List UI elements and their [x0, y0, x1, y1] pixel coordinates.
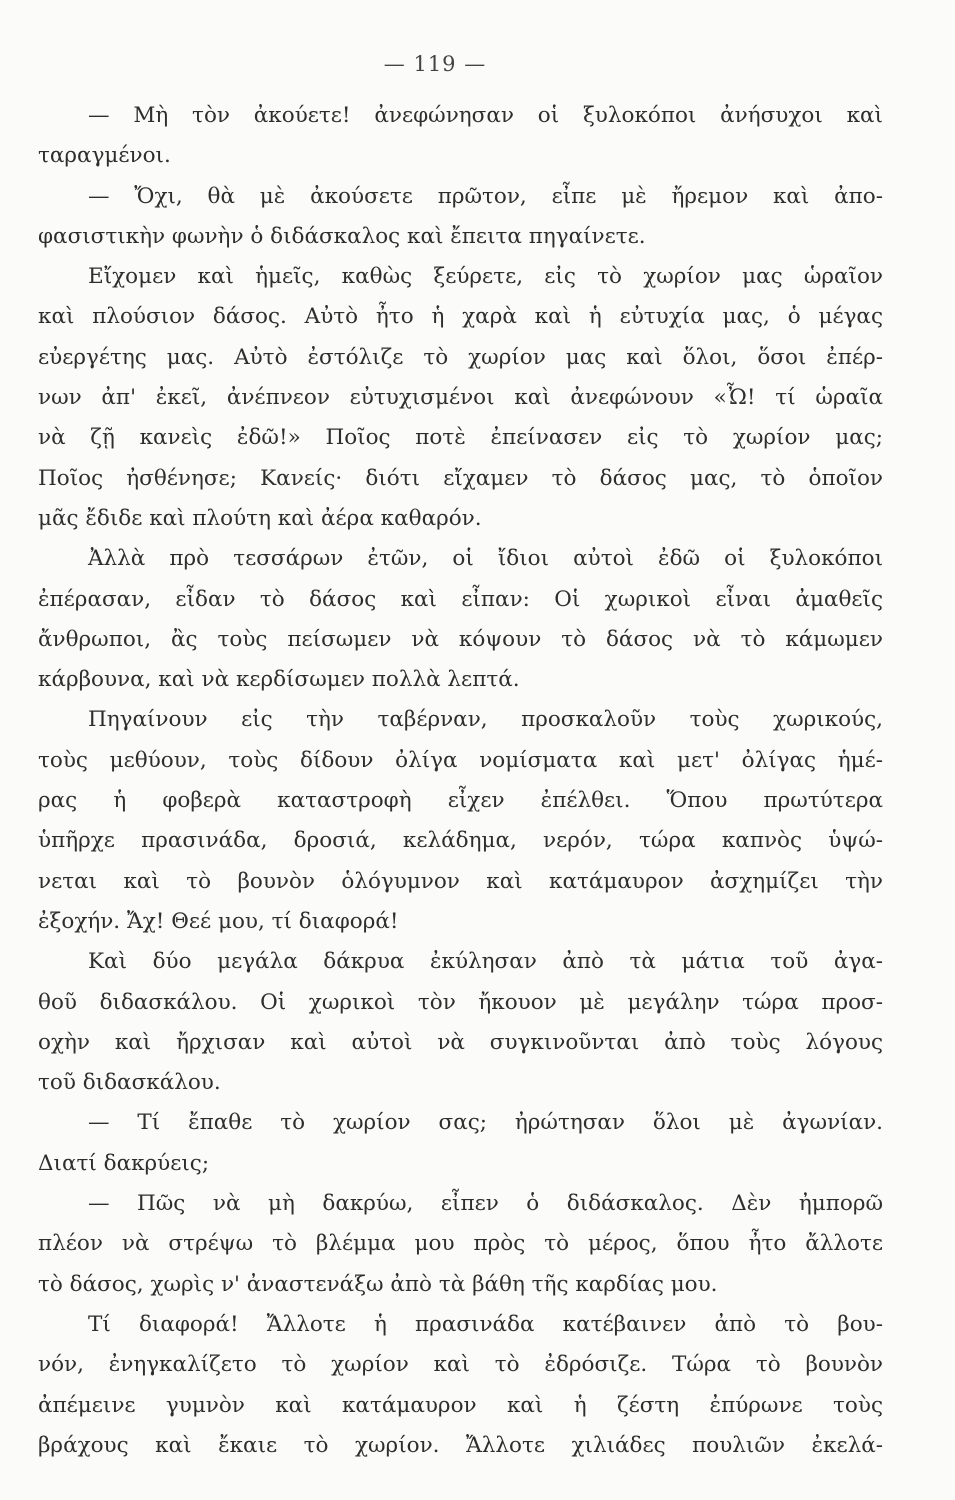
- text-line: Εἴχομεν καὶ ἡμεῖς, καθὼς ξεύρετε, εἰς τὸ χωρίον μας ὡραῖον: [88, 264, 883, 290]
- page-number: — 119 —: [383, 52, 487, 76]
- text-line: — Τί ἔπαθε τὸ χωρίον σας; ἠρώτησαν ὅλοι μὲ ἀγωνίαν.: [88, 1110, 883, 1136]
- text-line: ἐξοχήν. Ἄχ! Θεέ μου, τί διαφορά!: [38, 908, 399, 934]
- text-line: πλέον νὰ στρέψω τὸ βλέμμα μου πρὸς τὸ μέρος, ὅπου ἦτο ἄλλοτε: [38, 1231, 883, 1257]
- text-line: Διατί δακρύεις;: [38, 1150, 210, 1176]
- text-line: τοῦ διδασκάλου.: [38, 1070, 221, 1096]
- text-line: τὸ δάσος, χωρὶς ν' ἀναστενάξω ἀπὸ τὰ βάθη τῆς καρδίας μου.: [38, 1271, 718, 1297]
- text-line: νων ἀπ' ἐκεῖ, ἀνέπνεον εὐτυχισμένοι καὶ ἀνεφώνουν «Ὦ! τί ὡραῖα: [38, 385, 883, 411]
- text-line: Καὶ δύο μεγάλα δάκρυα ἐκύλησαν ἀπὸ τὰ μάτια τοῦ ἀγα-: [88, 949, 883, 975]
- text-line: ἄνθρωποι, ἂς τοὺς πείσωμεν νὰ κόψουν τὸ δάσος νὰ τὸ κάμωμεν: [38, 626, 883, 652]
- text-line: — Πῶς νὰ μὴ δακρύω, εἶπεν ὁ διδάσκαλος. Δὲν ἠμπορῶ: [88, 1191, 883, 1217]
- text-line: νόν, ἐνηγκαλίζετο τὸ χωρίον καὶ τὸ ἐδρόσιζε. Τώρα τὸ βουνὸν: [38, 1352, 883, 1378]
- text-line: οχὴν καὶ ἤρχισαν καὶ αὐτοὶ νὰ συγκινοῦνται ἀπὸ τοὺς λόγους: [38, 1029, 883, 1055]
- text-line: εὐεργέτης μας. Αὐτὸ ἐστόλιζε τὸ χωρίον μας καὶ ὅλοι, ὅσοι ἐπέρ-: [38, 344, 883, 370]
- text-line: Ἀλλὰ πρὸ τεσσάρων ἐτῶν, οἱ ἴδιοι αὐτοὶ ἐδῶ οἱ ξυλοκόποι: [88, 546, 883, 572]
- text-line: θοῦ διδασκάλου. Οἱ χωρικοὶ τὸν ἤκουον μὲ μεγάλην τώρα προσ-: [38, 989, 883, 1015]
- page-text: [38, 96, 883, 1466]
- text-line: Τί διαφορά! Ἄλλοτε ἡ πρασινάδα κατέβαινεν ἀπὸ τὸ βου-: [88, 1311, 883, 1337]
- text-line: κάρβουνα, καὶ νὰ κερδίσωμεν πολλὰ λεπτά.: [38, 667, 520, 693]
- text-line: μᾶς ἔδιδε καὶ πλούτη καὶ ἀέρα καθαρόν.: [38, 505, 482, 531]
- text-line: ἐπέρασαν, εἶδαν τὸ δάσος καὶ εἶπαν: Οἱ χωρικοὶ εἶναι ἀμαθεῖς: [38, 586, 883, 612]
- text-line: Πηγαίνουν εἰς τὴν ταβέρναν, προσκαλοῦν τοὺς χωρικούς,: [88, 707, 883, 733]
- text-line: νὰ ζῇ κανεὶς ἐδῶ!» Ποῖος ποτὲ ἐπείνασεν εἰς τὸ χωρίον μας;: [38, 425, 883, 451]
- text-line: Ποῖος ἠσθένησε; Κανείς· διότι εἴχαμεν τὸ δάσος μας, τὸ ὁποῖον: [38, 465, 883, 491]
- text-line: καὶ πλούσιον δάσος. Αὐτὸ ἦτο ἡ χαρὰ καὶ ἡ εὐτυχία μας, ὁ μέγας: [38, 304, 883, 330]
- text-line: — Ὄχι, θὰ μὲ ἀκούσετε πρῶτον, εἶπε μὲ ἤρεμον καὶ ἀπο-: [88, 183, 883, 209]
- text-line: νεται καὶ τὸ βουνὸν ὁλόγυμνον καὶ κατάμαυρον ἀσχημίζει τὴν: [38, 868, 883, 894]
- text-line: βράχους καὶ ἔκαιε τὸ χωρίον. Ἄλλοτε χιλιάδες πουλιῶν ἐκελά-: [38, 1432, 883, 1458]
- text-line: ρας ἡ φοβερὰ καταστροφὴ εἶχεν ἐπέλθει. Ὅπου πρωτύτερα: [38, 788, 883, 814]
- text-line: ὑπῆρχε πρασινάδα, δροσιά, κελάδημα, νερόν, τώρα καπνὸς ὑψώ-: [38, 828, 883, 854]
- text-line: τοὺς μεθύουν, τοὺς δίδουν ὀλίγα νομίσματα καὶ μετ' ὀλίγας ἡμέ-: [38, 747, 883, 773]
- text-line: — Μὴ τὸν ἀκούετε! ἀνεφώνησαν οἱ ξυλοκόποι ἀνήσυχοι καὶ: [88, 103, 883, 128]
- text-line: ἀπέμεινε γυμνὸν καὶ κατάμαυρον καὶ ἡ ζέστη ἐπύρωνε τοὺς: [38, 1392, 883, 1418]
- text-line: φασιστικὴν φωνὴν ὁ διδάσκαλος καὶ ἔπειτα πηγαίνετε.: [38, 223, 646, 249]
- text-line: ταραγμένοι.: [38, 143, 171, 169]
